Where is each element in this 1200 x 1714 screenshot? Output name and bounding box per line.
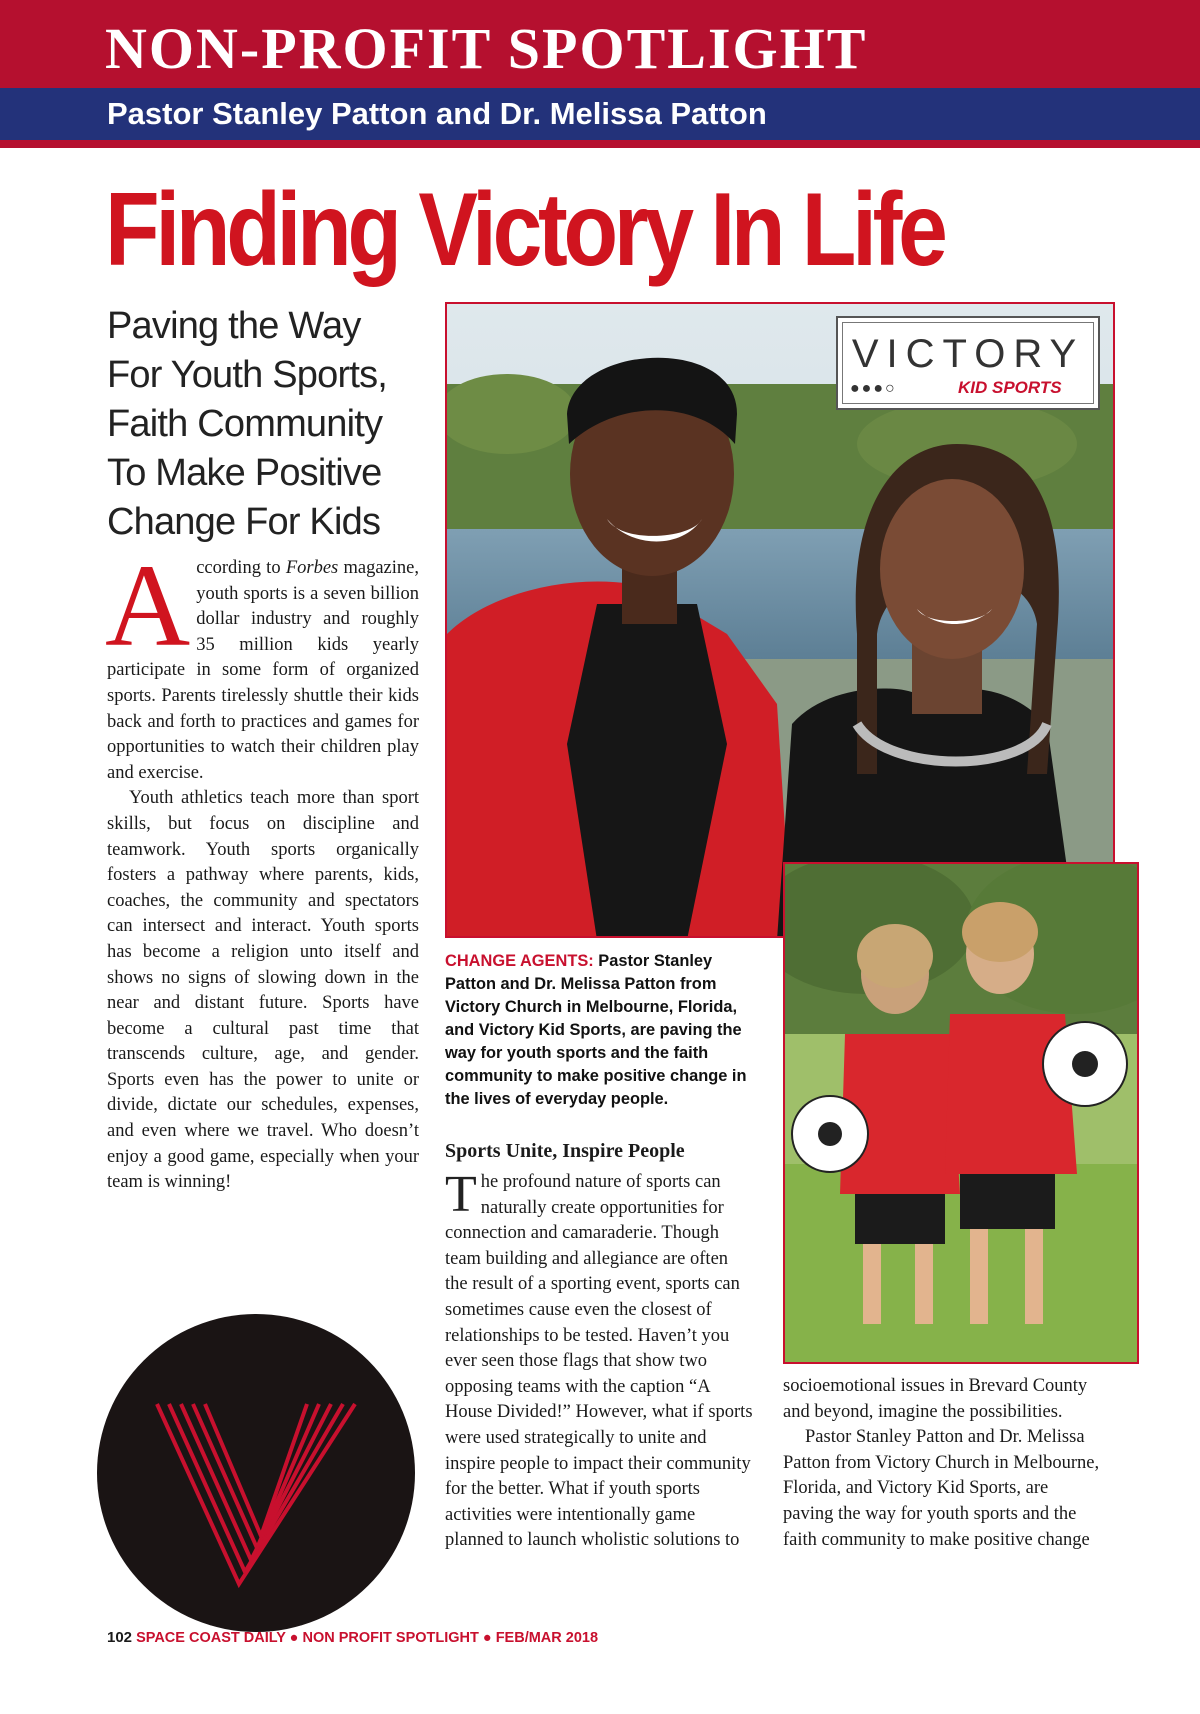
body-paragraph: Youth athletics teach more than sport skills, but focus on discipline and teamwork. Youth sports organically fosters a pathway where parents, kids, coaches, the community and spectators can intersect and interact. Youth sports has become a religion unto itself and shows no signs of slowing down in the near and distant future. Sports have become a cultural past time that transcends culture, age, and gender. Sports even has the power to unite or divide, dictate our schedules, expenses, and even where we travel. Who doesn’t enjoy a good game, especially when your team is winning! — [107, 788, 419, 1193]
kids-photo-illustration — [785, 864, 1139, 1364]
text-run: ccording to — [196, 558, 286, 578]
banner-divider — [0, 140, 1200, 148]
section-title: NON-PROFIT SPOTLIGHT — [105, 16, 868, 81]
body-paragraph: socioemotional issues in Brevard County and beyond, imagine the possibilities. — [783, 1376, 1088, 1422]
body-column-1 — [105, 540, 419, 1196]
body-paragraph: Pastor Stanley Patton and Dr. Melissa Patton from Victory Church in Melbourne, Florida, and Victory Kid Sports, are paving the way for youth sports and the faith community to make positive change — [783, 1427, 1100, 1550]
article-deck — [107, 302, 437, 547]
sports-balls-icon: ●●●○ — [850, 380, 897, 397]
body-paragraph: he profound nature of sports can naturally create opportunities for connection and camaraderie. Though team building and allegiance are often the result of a sporting event, sports can sometimes cause even the closest of relationships to be tested. Haven’t you ever seen those flags that show two opposing teams with the caption “A House Divided!” However, what if sports were used strategically to unite and inspire people to impact their community for the better. What if youth sports activities were intentionally game planned to launch wholistic solutions to — [445, 1172, 753, 1551]
footer-text: SPACE COAST DAILY ● NON PROFIT SPOTLIGHT ● FEB/MAR 2018 — [136, 1630, 599, 1646]
deck-line: For Youth Sports, — [107, 354, 388, 396]
deck-line: To Make Positive — [107, 452, 382, 494]
section-subheading: Sports Unite, Inspire People — [445, 1140, 685, 1162]
victory-kid-sports-logo — [836, 316, 1100, 410]
v-logo-mark — [97, 1314, 415, 1632]
logo-wordmark: VICTORY — [851, 332, 1085, 376]
photo-caption — [445, 950, 765, 1111]
drop-cap: A — [105, 540, 191, 671]
body-column-3 — [783, 1374, 1103, 1553]
drop-cap: T — [445, 1166, 477, 1223]
page-footer — [107, 1628, 598, 1648]
article-subtitle: Pastor Stanley Patton and Dr. Melissa Patton — [107, 96, 767, 131]
deck-line: Change For Kids — [107, 501, 381, 543]
deck-line: Paving the Way — [107, 305, 361, 347]
article-headline: Finding Victory In Life — [105, 172, 944, 288]
deck-line: Faith Community — [107, 403, 383, 445]
victory-v-logo — [97, 1314, 415, 1632]
body-column-2 — [445, 1166, 755, 1554]
kids-soccer-photo — [783, 862, 1139, 1364]
text-run: magazine, youth sports is a seven billion dollar industry and roughly 35 million kids yearly participate in some form of organized sports. Parents tirelessly shuttle their kids back and forth to practices and games for opportunities to watch their children play and exercise. — [107, 558, 419, 783]
caption-label: CHANGE AGENTS: — [445, 952, 594, 970]
logo-tagline: KID SPORTS — [958, 378, 1062, 397]
page-number: 102 — [107, 1629, 133, 1646]
publication-name: Forbes — [285, 558, 339, 578]
caption-text: Pastor Stanley Patton and Dr. Melissa Patton from Victory Church in Melbourne, Florida, and Victory Kid Sports, are paving the way for youth sports and the faith community to make positive change in the lives of everyday people. — [445, 952, 747, 1108]
